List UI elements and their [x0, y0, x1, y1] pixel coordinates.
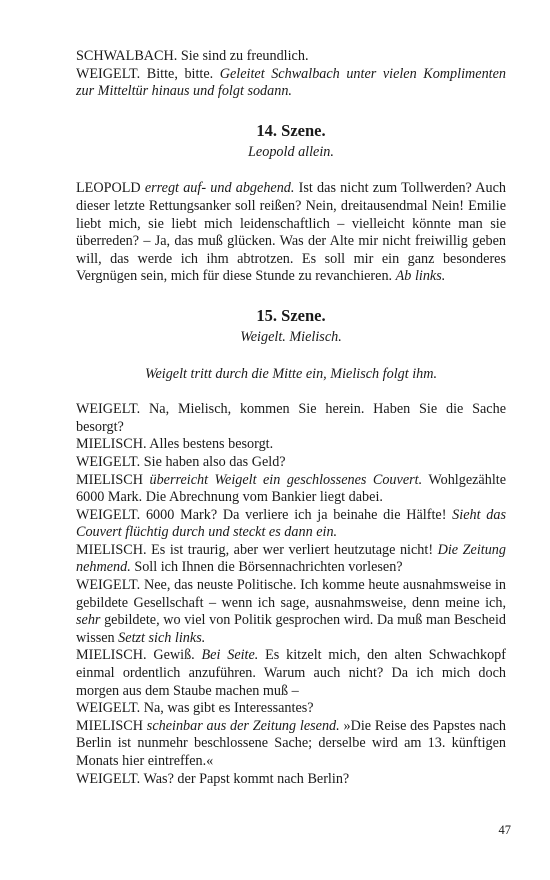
- stage-direction: Die Zeitung nehmend.: [76, 541, 506, 576]
- dialogue-text: WEIGELT. Nee, das neuste Politische. Ich komme heute ausnahmsweise in gebildete Gesellschaft – wenn ich sage, ausnahmsweise, denn meine ich,: [76, 577, 506, 611]
- book-page: [76, 48, 506, 788]
- dialogue-line: [76, 66, 506, 101]
- scene-characters: Leopold allein.: [248, 143, 334, 160]
- dialogue-text: WEIGELT. Bitte, bitte.: [76, 65, 220, 82]
- dialogue-text: WEIGELT. Na, Mielisch, kommen Sie herein. Haben Sie die Sache besorgt?: [76, 401, 506, 435]
- dialogue-line: [76, 700, 506, 718]
- dialogue-text: WEIGELT. Sie haben also das Geld?: [76, 453, 286, 470]
- dialogue-text: Soll ich Ihnen die Börsennachrichten vorlesen?: [130, 559, 403, 576]
- dialogue-line: [76, 401, 506, 436]
- dialogue-text: MIELISCH. Alles bestens besorgt.: [76, 436, 274, 453]
- speaker-name: LEOPOLD: [76, 180, 145, 197]
- dialogue-text: gebildete, wo viel von Politik gesprochen wird. Da muß man Bescheid wissen: [76, 612, 506, 646]
- monologue: [76, 180, 506, 286]
- stage-direction: zur Mitteltür hinaus und folgt sodann.: [76, 83, 292, 100]
- speaker-name: MIELISCH: [76, 471, 150, 488]
- stage-direction: erregt auf- und abgehend.: [144, 180, 295, 197]
- dialogue-line: [76, 48, 506, 66]
- dialogue-line: [76, 718, 506, 771]
- scene-stage-direction: Weigelt tritt durch die Mitte ein, Mielisch folgt ihm.: [144, 365, 438, 382]
- dialogue-text: WEIGELT. Was? der Papst kommt nach Berlin?: [76, 770, 350, 787]
- dialogue-line: [76, 542, 506, 577]
- dialogue-line: [76, 577, 506, 647]
- page-number: 47: [498, 823, 511, 837]
- scene-heading: 14. Szene.: [256, 120, 326, 140]
- stage-direction: Setzt sich links.: [118, 629, 206, 646]
- stage-direction: scheinbar aus der Zeitung lesend.: [146, 717, 340, 734]
- dialogue-line: [76, 436, 506, 454]
- dialogue-line: [76, 507, 506, 542]
- dialogue-text: WEIGELT. Na, was gibt es Interessantes?: [76, 700, 314, 717]
- speaker-name: MIELISCH: [76, 717, 147, 734]
- dialogue-text: Ist das nicht zum Tollwerden? Auch dieser letzte Rettungsanker soll reißen? Nein, dreitausendmal Nein! Emilie liebt mich, sie liebt mich leidenschaftlich – vielleicht könnte man sie überreden? – Ja, das muß glücken. Was der Alte mir nicht freiwillig geben will, das werde ich ihm abtrotzen. Es soll mir ein ganz besonderes Vergnügen sein, mich für diese Stunde zu revanchieren.: [76, 180, 506, 285]
- dialogue-line: [76, 472, 506, 507]
- dialogue-line: [76, 647, 506, 700]
- dialogue-text: Wohlgezählte 6000 Mark. Die Abrechnung vom Bankier liegt dabei.: [76, 471, 506, 506]
- scene-heading: 15. Szene.: [256, 305, 326, 325]
- dialogue-text: WEIGELT. 6000 Mark? Da verliere ich ja beinahe die Hälfte!: [76, 506, 453, 523]
- dialogue-text: MIELISCH. Es ist traurig, aber wer verliert heutzutage nicht!: [76, 541, 438, 558]
- emphasis: sehr: [76, 612, 101, 629]
- dialogue-text: Es kitzelt mich, den alten Schwachkopf einmal ordentlich anzuführen. Warum auch nicht? Da ich mich doch morgen aus dem Staube machen muß –: [76, 647, 506, 699]
- dialogue-line: [76, 771, 506, 789]
- dialogue-text: »Die Reise des Papstes nach Berlin ist nunmehr beschlossene Sache; derselbe wird am 13. künftigen Monats hier eintreffen.«: [76, 717, 507, 769]
- dialogue-text: SCHWALBACH. Sie sind zu freundlich.: [76, 48, 309, 64]
- scene-characters: Weigelt. Mielisch.: [240, 328, 342, 345]
- dialogue-line: [76, 454, 506, 472]
- dialogue-text: MIELISCH. Gewiß.: [76, 647, 202, 664]
- stage-direction: überreicht Weigelt ein geschlossenes Couvert.: [149, 471, 423, 488]
- stage-direction: Sieht das Couvert flüchtig durch und steckt es dann ein.: [76, 506, 506, 541]
- stage-direction: Bei Seite.: [201, 647, 259, 664]
- stage-direction: Geleitet Schwalbach unter vielen Komplimenten: [219, 65, 506, 82]
- stage-direction: Ab links.: [395, 268, 446, 285]
